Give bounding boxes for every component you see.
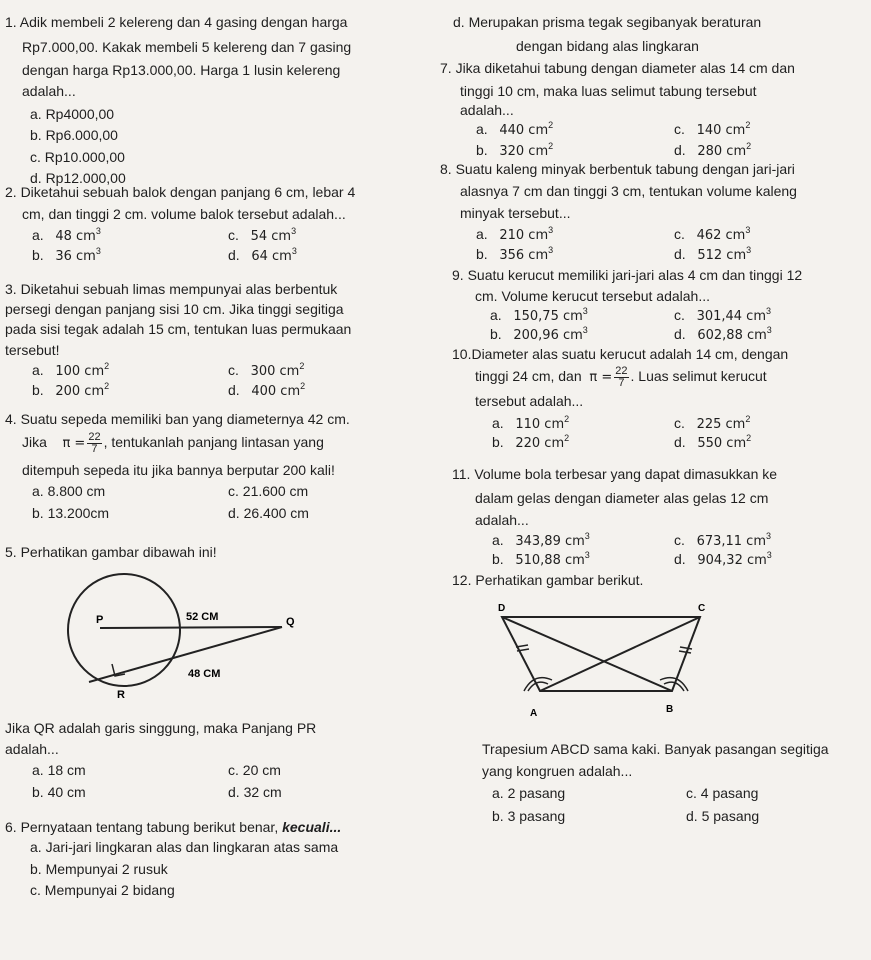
q9-option-b[interactable]: b. 200,96 $cm^3$ [490, 325, 588, 343]
q2-stem-line-1: 2. Diketahui sebuah balok dengan panjang 6 cm, lebar 4 [5, 184, 356, 200]
q1-stem-line-2: Rp7.000,00. Kakak membeli 5 kelereng dan 7 gasing [22, 39, 352, 55]
q7-stem-line-2: tinggi 10 cm, maka luas selimut tabung tersebut [460, 83, 757, 99]
q1-option-c[interactable]: c. Rp10.000,00 [30, 149, 125, 165]
q12-option-d[interactable]: d. 5 pasang [686, 808, 760, 824]
q4-stem-line-2: Jika π = $\frac{22}{7}$ , tentukanlah panjang lintasan yang [22, 431, 324, 455]
q3-stem-line-1: 3. Diketahui sebuah limas mempunyai alas berbentuk [5, 281, 338, 297]
q12-stem-line-3: yang kongruen adalah... [482, 763, 633, 779]
q4-stem-line-3: ditempuh sepeda itu jika bannya berputar 200 kali! [22, 462, 335, 478]
q8-option-b[interactable]: b. 356 $cm^3$ [476, 245, 554, 263]
q10-option-c[interactable]: c. 225 $cm^2$ [674, 414, 751, 432]
q8-stem-line-2: alasnya 7 cm dan tinggi 3 cm, tentukan volume kaleng [460, 183, 797, 199]
q5-option-d[interactable]: d. 32 cm [228, 784, 282, 800]
q2-stem-line-2: cm, dan tinggi 2 cm. volume balok tersebut adalah... [22, 206, 346, 222]
q5-label-pq: 52 CM [186, 611, 219, 623]
q5-stem-line-3: adalah... [5, 741, 59, 757]
q12-tick-bc-2 [679, 651, 691, 653]
q12-stem-line-2: Trapesium ABCD sama kaki. Banyak pasangan segitiga [482, 741, 829, 757]
q3-stem-line-4: tersebut! [5, 342, 60, 358]
q5-stem-line-1: 5. Perhatikan gambar dibawah ini! [5, 544, 217, 560]
q2-option-b[interactable]: b. 36 $cm^3$ [32, 246, 101, 264]
q5-label-q: Q [286, 616, 295, 628]
q7-option-a[interactable]: a. 440 $cm^2$ [476, 120, 554, 138]
q9-stem-line-1: 9. Suatu kerucut memiliki jari-jari alas 4 cm dan tinggi 12 [452, 267, 803, 283]
q9-option-c[interactable]: c. 301,44 $cm^3$ [674, 306, 772, 324]
q6-stem-line-1: 6. Pernyataan tentang tabung berikut benar, kecuali... [5, 819, 342, 835]
q5-label-p: P [96, 614, 104, 626]
q12-label-c: C [698, 603, 706, 614]
q6-option-c[interactable]: c. Mempunyai 2 bidang [30, 882, 175, 898]
q8-option-d[interactable]: d. 512 $cm^3$ [674, 245, 752, 263]
q9-stem-line-2: cm. Volume kerucut tersebut adalah... [475, 288, 711, 304]
q11-stem-line-2: dalam gelas dengan diameter alas gelas 12 cm [475, 490, 769, 506]
q11-stem-line-3: adalah... [475, 512, 529, 528]
q5-circle [68, 574, 180, 686]
q8-option-a[interactable]: a. 210 $cm^3$ [476, 225, 554, 243]
q3-option-a[interactable]: a. 100 $cm^2$ [32, 361, 110, 379]
q5-stem-line-2: Jika QR adalah garis singgung, maka Panjang PR [5, 720, 317, 736]
q3-option-c[interactable]: c. 300 $cm^2$ [228, 361, 305, 379]
q11-stem-line-1: 11. Volume bola terbesar yang dapat dimasukkan ke [452, 466, 778, 482]
q1-option-d[interactable]: d. Rp12.000,00 [30, 170, 126, 186]
q10-option-d[interactable]: d. 550 $cm^2$ [674, 433, 752, 451]
q12-label-a: A [530, 708, 538, 719]
q2-option-c[interactable]: c. 54 $cm^3$ [228, 226, 297, 244]
q5-tangent-circle-figure [60, 566, 300, 711]
q7-option-c[interactable]: c. 140 $cm^2$ [674, 120, 751, 138]
q11-option-c[interactable]: c. 673,11 $cm^3$ [674, 531, 772, 549]
q7-option-b[interactable]: b. 320 $cm^2$ [476, 141, 554, 159]
q1-stem-line-3: dengan harga Rp13.000,00. Harga 1 lusin kelereng [22, 62, 341, 78]
q11-option-b[interactable]: b. 510,88 $cm^3$ [492, 550, 590, 568]
q5-option-c[interactable]: c. 20 cm [228, 762, 281, 778]
q12-diagonal-db [502, 617, 672, 691]
q7-stem-line-1: 7. Jika diketahui tabung dengan diameter alas 14 cm dan [440, 60, 795, 76]
q11-option-a[interactable]: a. 343,89 $cm^3$ [492, 531, 590, 549]
q7-option-d[interactable]: d. 280 $cm^2$ [674, 141, 752, 159]
q2-option-a[interactable]: a. 48 $cm^3$ [32, 226, 101, 244]
q9-option-a[interactable]: a. 150,75 $cm^3$ [490, 306, 588, 324]
q12-label-d: D [498, 603, 506, 614]
q1-option-b[interactable]: b. Rp6.000,00 [30, 127, 118, 143]
q10-stem-line-3: tersebut adalah... [475, 393, 584, 409]
q2-option-d[interactable]: d. 64 $cm^3$ [228, 246, 297, 264]
q12-tick-ad-1 [516, 645, 528, 647]
q5-label-qr: 48 CM [188, 668, 221, 680]
q6-option-b[interactable]: b. Mempunyai 2 rusuk [30, 861, 168, 877]
q4-stem-line-1: 4. Suatu sepeda memiliki ban yang diameternya 42 cm. [5, 411, 350, 427]
q6-kecuali-emphasis: kecuali... [282, 819, 342, 835]
q12-trapezoid-abcd [502, 617, 700, 691]
q10-stem-line-1: 10.Diameter alas suatu kerucut adalah 14 cm, dengan [452, 346, 789, 362]
q3-option-d[interactable]: d. 400 $cm^2$ [228, 381, 306, 399]
q10-stem-line-2: tinggi 24 cm, dan π = $\frac{22}{7}$ . Luas selimut kerucut [475, 365, 767, 389]
q9-option-d[interactable]: d. 602,88 $cm^3$ [674, 325, 772, 343]
q5-segment-pq [100, 627, 282, 628]
q12-trapezoid-figure [490, 596, 730, 721]
q7-stem-line-3: adalah... [460, 102, 514, 118]
q12-option-b[interactable]: b. 3 pasang [492, 808, 566, 824]
q5-tangent-qr [89, 627, 282, 682]
q6-option-d-line-2: dengan bidang alas lingkaran [516, 38, 699, 54]
q11-option-d[interactable]: d. 904,32 $cm^3$ [674, 550, 772, 568]
q12-stem-line-1: 12. Perhatikan gambar berikut. [452, 572, 644, 588]
q12-option-c[interactable]: c. 4 pasang [686, 785, 759, 801]
q10-option-b[interactable]: b. 220 $cm^2$ [492, 433, 570, 451]
q3-option-b[interactable]: b. 200 $cm^2$ [32, 381, 110, 399]
q12-option-a[interactable]: a. 2 pasang [492, 785, 566, 801]
q10-fraction: $\frac{22}{7}$ [615, 365, 628, 389]
q3-stem-line-2: persegi dengan panjang sisi 10 cm. Jika tinggi segitiga [5, 301, 344, 317]
q4-fraction: $\frac{22}{7}$ [88, 431, 101, 455]
q8-option-c[interactable]: c. 462 $cm^3$ [674, 225, 751, 243]
q8-stem-line-1: 8. Suatu kaleng minyak berbentuk tabung dengan jari-jari [440, 161, 795, 177]
q4-option-a[interactable]: a. 8.800 cm [32, 483, 106, 499]
q4-option-d[interactable]: d. 26.400 cm [228, 505, 309, 521]
q1-option-a[interactable]: a. Rp4000,00 [30, 106, 115, 122]
q1-stem-line-4: adalah... [22, 83, 76, 99]
q6-option-a[interactable]: a. Jari-jari lingkaran alas dan lingkaran atas sama [30, 839, 339, 855]
q10-option-a[interactable]: a. 110 $cm^2$ [492, 414, 570, 432]
q8-stem-line-3: minyak tersebut... [460, 205, 571, 221]
q5-option-b[interactable]: b. 40 cm [32, 784, 86, 800]
q4-option-b[interactable]: b. 13.200cm [32, 505, 110, 521]
q3-stem-line-3: pada sisi tegak adalah 15 cm, tentukan luas permukaan [5, 321, 352, 337]
q12-label-b: B [666, 704, 674, 715]
q1-stem-line-1: 1. Adik membeli 2 kelereng dan 4 gasing dengan harga [5, 14, 348, 30]
q5-label-r: R [117, 689, 125, 701]
q12-tick-bc-1 [680, 647, 692, 649]
q5-option-a[interactable]: a. 18 cm [32, 762, 86, 778]
q4-option-c[interactable]: c. 21.600 cm [228, 483, 309, 499]
q6-option-d[interactable]: d. Merupakan prisma tegak segibanyak beraturan [453, 14, 762, 30]
